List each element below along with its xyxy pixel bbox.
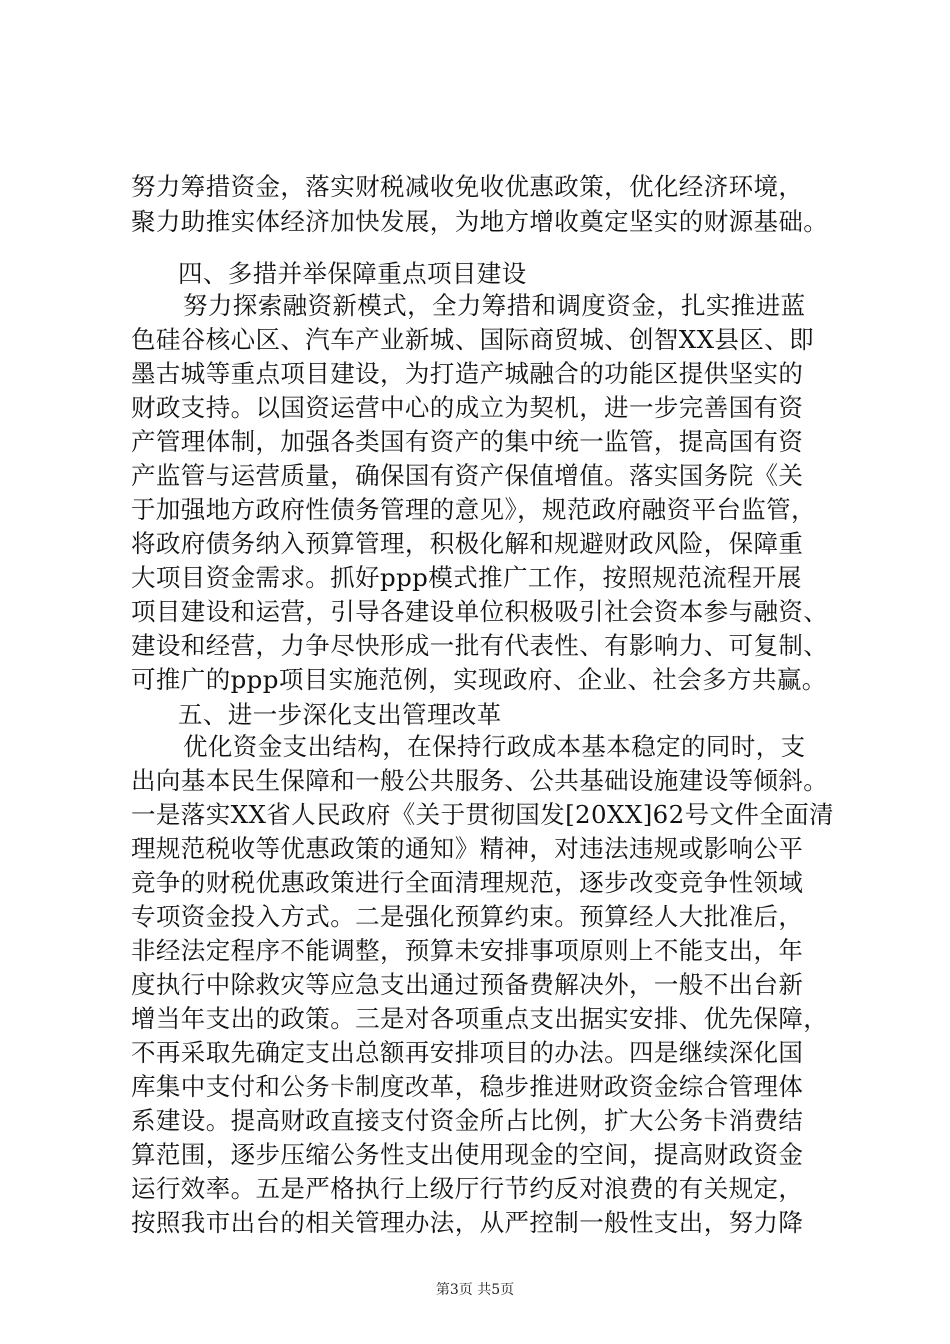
paragraph-line: 出向基本民生保障和一般公共服务、公共基础设施建设等倾斜。 [131,766,829,795]
paragraph-line: 建设和经营，力争尽快形成一批有代表性、有影响力、可复制、 [131,631,829,660]
paragraph-line: 于加强地方政府性债务管理的意见》，规范政府融资平台监管， [131,495,816,524]
paragraph-line: 一是落实XX省人民政府《关于贯彻国发[20XX]62号文件全面清 [131,800,835,829]
paragraph-line: 不再采取先确定支出总额再安排项目的办法。四是继续深化国 [131,1038,804,1067]
section-heading-4: 四、多措并举保障重点项目建设 [178,259,527,288]
paragraph-line: 努力探索融资新模式，全力筹措和调度资金，扎实推进蓝 [183,291,806,320]
section-heading-5: 五、进一步深化支出管理改革 [178,700,502,729]
page-footer: 第3页 共5页 [435,1282,515,1298]
paragraph-line: 优化资金支出结构，在保持行政成本基本稳定的同时，支 [183,732,806,761]
paragraph-line: 产管理体制，加强各类国有资产的集中统一监管，提高国有资 [131,427,804,456]
paragraph-line: 产监管与运营质量，确保国有资产保值增值。落实国务院《关 [131,461,804,490]
paragraph-line: 按照我市出台的相关管理办法，从严控制一般性支出，努力降 [131,1208,804,1237]
paragraph-line: 增当年支出的政策。三是对各项重点支出据实安排、优先保障， [131,1004,829,1033]
paragraph-line: 库集中支付和公务卡制度改革，稳步推进财政资金综合管理体 [131,1072,804,1101]
paragraph-line: 非经法定程序不能调整，预算未安排事项原则上不能支出，年 [131,936,804,965]
paragraph-line: 系建设。提高财政直接支付资金所占比例，扩大公务卡消费结 [131,1106,804,1135]
paragraph-line: 墨古城等重点项目建设，为打造产城融合的功能区提供坚实的 [131,359,804,388]
paragraph-line: 财政支持。以国资运营中心的成立为契机，进一步完善国有资 [131,393,804,422]
paragraph-line: 竞争的财税优惠政策进行全面清理规范，逐步改变竞争性领域 [131,868,804,897]
paragraph-line: 大项目资金需求。抓好ppp模式推广工作，按照规范流程开展 [131,563,802,592]
paragraph-line: 项目建设和运营，引导各建设单位积极吸引社会资本参与融资、 [131,597,829,626]
paragraph-line: 色硅谷核心区、汽车产业新城、国际商贸城、创智XX县区、即 [131,325,815,354]
paragraph-line: 专项资金投入方式。二是强化预算约束。预算经人大批准后， [131,902,804,931]
paragraph-line: 度执行中除救灾等应急支出通过预备费解决外，一般不出台新 [131,970,804,999]
paragraph-line: 运行效率。五是严格执行上级厅行节约反对浪费的有关规定， [131,1174,804,1203]
paragraph-line: 可推广的ppp项目实施范例，实现政府、企业、社会多方共赢。 [131,665,827,694]
paragraph-line: 理规范税收等优惠政策的通知》精神，对违法违规或影响公平 [131,834,804,863]
paragraph-line: 将政府债务纳入预算管理，积极化解和规避财政风险，保障重 [131,529,804,558]
paragraph-line: 聚力助推实体经济加快发展，为地方增收奠定坚实的财源基础。 [131,207,829,236]
paragraph-line: 努力筹措资金，落实财税减收免收优惠政策，优化经济环境， [131,172,804,201]
paragraph-line: 算范围，逐步压缩公务性支出使用现金的空间，提高财政资金 [131,1140,804,1169]
